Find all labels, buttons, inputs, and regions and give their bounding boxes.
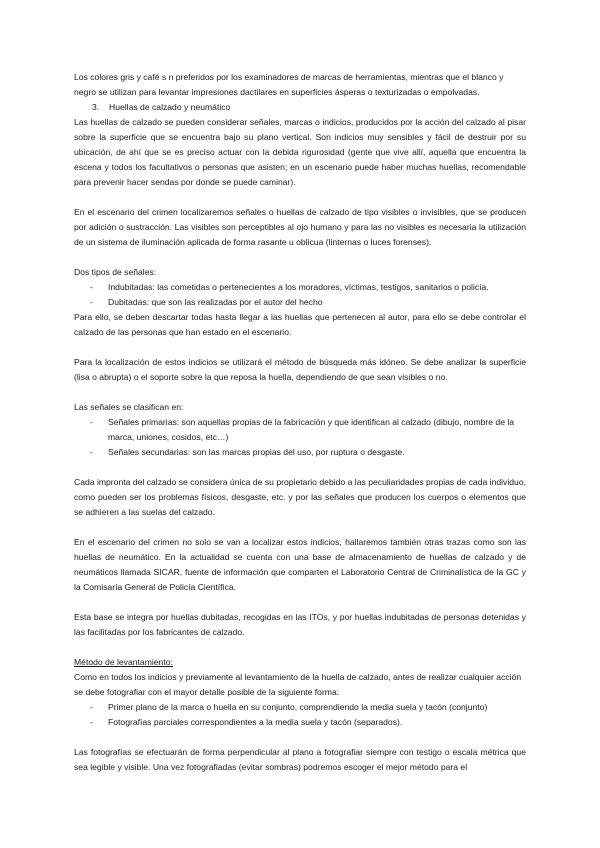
- paragraph-gap: [74, 595, 526, 610]
- section-3-heading: [74, 100, 526, 115]
- imprint-paragraph: Cada impronta del calzado se considera única de su propietario debido a las peculiaridades propias de cada individuo, como pueden ser los problemas físicos, desgaste, etc. y por las señales que producen los cuerpos o elementos que se adhieren a las suelas del calzado.: [74, 477, 526, 517]
- section-title: Huellas de calzado y neumático: [109, 102, 231, 112]
- list-item: - Fotografías parciales correspondientes a la media suela y tacón (separados).: [74, 715, 526, 730]
- localization-paragraph: Para la localización de estos indicios se utilizará el método de búsqueda más idóneo. Se debe analizar la superficie (lisa o abrupta) o el soporte sobre la que reposa la huella, dependiendo de que sean visibles o no.: [74, 357, 526, 382]
- discard-paragraph: Para ello, se deben descartar todas hasta llegar a las huellas que pertenecen al autor, para ello se debe controlar el calzado de las personas que han estado en el escenario.: [74, 312, 526, 337]
- classification-list: [74, 415, 526, 460]
- method-intro: Como en todos los indicios y previamente al levantamiento de la huella de calzado, antes de realizar cualquier acción se debe fotografiar con el mayor detalle posible de la siguiente forma:: [74, 672, 522, 697]
- types-list: [74, 280, 526, 310]
- database-paragraph: Esta base se integra por huellas dubitadas, recogidas en las ITOs, y por huellas indubitadas de personas detenidas y las facilitadas por los fabricantes de calzado.: [74, 612, 526, 637]
- paragraph-gap: [74, 640, 526, 655]
- method-list: [74, 700, 526, 730]
- paragraph-gap: [74, 340, 526, 355]
- document-page: [74, 70, 526, 775]
- paragraph-gap: [74, 520, 526, 535]
- paragraph-gap: [74, 460, 526, 475]
- scene-paragraph: En el escenario del crimen localizaremos señales o huellas de calzado de tipo visibles o invisibles, que se producen por adición o sustracción. Las visibles son perceptibles al ojo humano y para las no visibles es necesaria la utilización de un sistema de iluminación aplicada de forma rasante u oblicua (linternas o luces forenses).: [74, 207, 526, 247]
- dash-bullet: -: [90, 717, 93, 727]
- photographs-paragraph: Las fotografías se efectuarán de forma perpendicular al plano a fotografiar siempre con testigo o escala métrica que sea legible y visible. Una vez fotografiadas (evitar sombras) podremos escoger el mejor método para el: [74, 747, 526, 772]
- dash-bullet: -: [90, 702, 93, 712]
- paragraph-gap: [74, 730, 526, 745]
- paragraph-gap: [74, 190, 526, 205]
- section-number: 3.: [92, 102, 100, 112]
- sicar-paragraph: En el escenario del crimen no solo se van a localizar estos indicios, hallaremos también otras trazas como son las huellas de neumático. En la actualidad se cuenta con una base de almacenamiento de huellas de calzado y de neumáticos llamada SICAR, fuente de información que comparten el Laboratorio Central de Criminalística de la GC y la Comisaría General de Policía Científica.: [74, 537, 526, 592]
- list-item: - Indubitadas: las cometidas o pertenecientes a los moradores, víctimas, testigos, sanitarios o policía.: [74, 280, 526, 295]
- method-heading: Método de levantamiento:: [74, 657, 173, 667]
- list-item: - Señales secundarias: son las marcas propias del uso, por ruptura o desgaste.: [74, 445, 526, 460]
- dash-bullet: -: [90, 447, 93, 457]
- intro-paragraph: Los colores gris y café s n preferidos por los examinadores de marcas de herramientas, mientras que el blanco y negro se utilizan para levantar impresiones dactilares en superficies ásperas o texturizadas o empolvadas.: [74, 72, 504, 97]
- list-item: - Primer plano de la marca o huella en su conjunto, comprendiendo la media suela y tacón (conjunto): [74, 700, 526, 715]
- dash-bullet: -: [90, 417, 93, 427]
- dash-bullet: -: [90, 297, 93, 307]
- types-heading: Dos tipos de señales:: [74, 267, 157, 277]
- dash-bullet: -: [90, 282, 93, 292]
- definition-paragraph: Las huellas de calzado se pueden considerar señales, marcas o indicios, producidos por la acción del calzado al pisar sobre la superficie que se encuentra bajo su plano vertical. Son indicios muy sensibles y fácil de destruir por su ubicación, de ahí que se es preciso actuar con la debida rigurosidad (gente que vive allí, aquella que encuentra la escena y todos los facultativos o personas que asisten; en un escenario puede haber muchas huellas, recomendable para prevenir hacer sendas por donde se puede caminar).: [74, 117, 526, 187]
- list-item: - Señales primarias: son aquellas propias de la fabricación y que identifican al calzado (dibujo, nombre de la marca, uniones, cosidos, etc…): [90, 417, 515, 442]
- classification-heading: Las señales se clasifican en:: [74, 402, 184, 412]
- paragraph-gap: [74, 250, 526, 265]
- list-item: - Dubitadas: que son las realizadas por el autor del hecho: [74, 295, 526, 310]
- paragraph-gap: [74, 385, 526, 400]
